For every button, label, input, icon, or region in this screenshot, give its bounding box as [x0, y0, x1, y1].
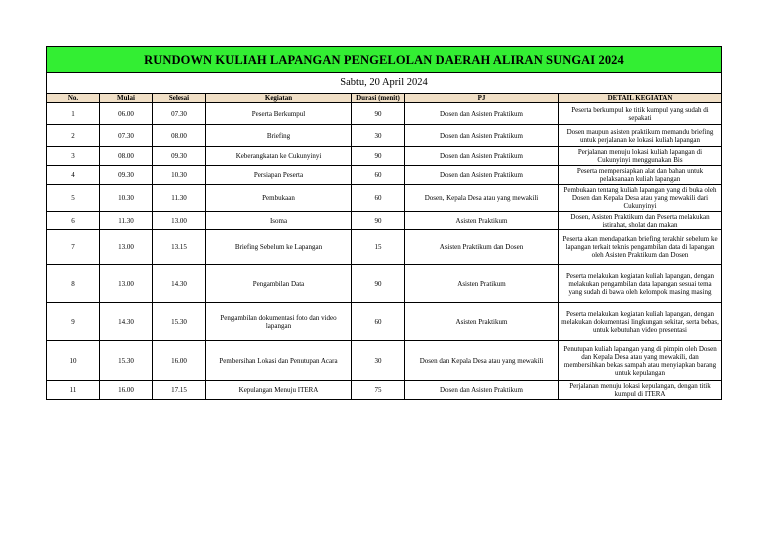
start-time: 10.30	[100, 185, 153, 212]
table-row	[47, 166, 722, 185]
person-in-charge: Asisten Praktikum	[405, 303, 559, 341]
header-kegiatan: Kegiatan	[206, 94, 352, 103]
start-time: 06.00	[100, 103, 153, 125]
activity-detail: Perjalanan menuju lokasi kepulangan, dengan titik kumpul di ITERA	[559, 381, 722, 400]
page-title: RUNDOWN KULIAH LAPANGAN PENGELOLAN DAERAH ALIRAN SUNGAI 2024	[47, 47, 722, 73]
activity: Briefing	[206, 125, 352, 147]
end-time: 13.15	[153, 230, 206, 265]
end-time: 15.30	[153, 303, 206, 341]
activity: Isoma	[206, 212, 352, 230]
start-time: 15.30	[100, 341, 153, 381]
activity-detail: Peserta akan mendapatkan briefing terakhir sebelum ke lapangan terkait teknis pengambilan data di lapangan oleh Asisten Praktikum dan Dosen	[559, 230, 722, 265]
duration: 90	[352, 147, 405, 166]
end-time: 07.30	[153, 103, 206, 125]
activity-detail: Penutupan kuliah lapangan yang di pimpin oleh Dosen dan Kepala Desa atau yang mewakili, dan membersihkan bekas sampah atau menyiapkan barang untuk kepulangan	[559, 341, 722, 381]
header-no: No.	[47, 94, 100, 103]
table-row	[47, 185, 722, 212]
start-time: 14.30	[100, 303, 153, 341]
person-in-charge: Dosen dan Kepala Desa atau yang mewakili	[405, 341, 559, 381]
row-number: 3	[47, 147, 100, 166]
end-time: 14.30	[153, 265, 206, 303]
activity: Keberangkatan ke Cukunyinyi	[206, 147, 352, 166]
activity-detail: Perjalanan menuju lokasi kuliah lapangan di Cukunyinyi menggunakan Bis	[559, 147, 722, 166]
header-detail: DETAIL KEGIATAN	[559, 94, 722, 103]
title-row	[47, 47, 722, 73]
start-time: 16.00	[100, 381, 153, 400]
activity-detail: Peserta mempersiapkan alat dan bahan untuk pelaksanaan kuliah lapangan	[559, 166, 722, 185]
table-row	[47, 147, 722, 166]
row-number: 7	[47, 230, 100, 265]
person-in-charge: Asisten Praktikum dan Dosen	[405, 230, 559, 265]
table-row	[47, 212, 722, 230]
table-row	[47, 230, 722, 265]
row-number: 1	[47, 103, 100, 125]
duration: 60	[352, 303, 405, 341]
rundown-sheet	[46, 46, 721, 400]
end-time: 08.00	[153, 125, 206, 147]
row-number: 9	[47, 303, 100, 341]
table-row	[47, 125, 722, 147]
rundown-table	[46, 46, 722, 400]
row-number: 8	[47, 265, 100, 303]
person-in-charge: Dosen dan Asisten Praktikum	[405, 103, 559, 125]
person-in-charge: Dosen dan Asisten Praktikum	[405, 147, 559, 166]
activity-detail: Dosen maupun asisten praktikum memandu briefing untuk perjalanan ke lokasi kuliah lapangan	[559, 125, 722, 147]
activity: Kepulangan Menuju ITERA	[206, 381, 352, 400]
person-in-charge: Dosen, Kepala Desa atau yang mewakili	[405, 185, 559, 212]
end-time: 11.30	[153, 185, 206, 212]
header-pj: PJ	[405, 94, 559, 103]
row-number: 11	[47, 381, 100, 400]
row-number: 6	[47, 212, 100, 230]
person-in-charge: Asisten Pratikum	[405, 265, 559, 303]
activity-detail: Peserta melakukan kegiatan kuliah lapangan, dengan melakukan pengambilan data lapangan sesuai tema yang sudah di bawa oleh kelompok masing masing	[559, 265, 722, 303]
duration: 30	[352, 341, 405, 381]
table-row	[47, 381, 722, 400]
start-time: 07.30	[100, 125, 153, 147]
row-number: 4	[47, 166, 100, 185]
row-number: 2	[47, 125, 100, 147]
activity: Peserta Berkumpul	[206, 103, 352, 125]
event-date: Sabtu, 20 April 2024	[47, 73, 722, 94]
end-time: 10.30	[153, 166, 206, 185]
end-time: 17.15	[153, 381, 206, 400]
duration: 60	[352, 185, 405, 212]
duration: 90	[352, 212, 405, 230]
duration: 15	[352, 230, 405, 265]
person-in-charge: Dosen dan Asisten Praktikum	[405, 166, 559, 185]
start-time: 13.00	[100, 230, 153, 265]
activity-detail: Peserta melakukan kegiatan kuliah lapangan, dengan melakukan dokumentasi lingkungan sekitar, serta bebas, untuk kebutuhan video presentasi	[559, 303, 722, 341]
duration: 75	[352, 381, 405, 400]
activity-detail: Dosen, Asisten Praktikum dan Peserta melakukan istirahat, sholat dan makan	[559, 212, 722, 230]
activity: Pembersihan Lokasi dan Penutupan Acara	[206, 341, 352, 381]
table-row	[47, 303, 722, 341]
duration: 90	[352, 265, 405, 303]
activity: Persiapan Peserta	[206, 166, 352, 185]
end-time: 13.00	[153, 212, 206, 230]
activity: Pengambilan Data	[206, 265, 352, 303]
activity: Briefing Sebelum ke Lapangan	[206, 230, 352, 265]
date-row	[47, 73, 722, 94]
person-in-charge: Dosen dan Asisten Praktikum	[405, 125, 559, 147]
duration: 90	[352, 103, 405, 125]
duration: 30	[352, 125, 405, 147]
start-time: 11.30	[100, 212, 153, 230]
activity-detail: Peserta berkumpul ke titik kumpul yang sudah di sepakati	[559, 103, 722, 125]
start-time: 08.00	[100, 147, 153, 166]
duration: 60	[352, 166, 405, 185]
person-in-charge: Asisten Praktikum	[405, 212, 559, 230]
row-number: 10	[47, 341, 100, 381]
activity-detail: Pembukaan tentang kuliah lapangan yang di buka oleh Dosen dan Kepala Desa atau yang mewakili dari Cukunyinyi	[559, 185, 722, 212]
header-mulai: Mulai	[100, 94, 153, 103]
header-durasi: Durasi (menit)	[352, 94, 405, 103]
start-time: 13.00	[100, 265, 153, 303]
header-row	[47, 94, 722, 103]
end-time: 16.00	[153, 341, 206, 381]
header-selesai: Selesai	[153, 94, 206, 103]
activity: Pengambilan dokumentasi foto dan video lapangan	[206, 303, 352, 341]
row-number: 5	[47, 185, 100, 212]
table-row	[47, 103, 722, 125]
person-in-charge: Dosen dan Asisten Praktikum	[405, 381, 559, 400]
table-row	[47, 341, 722, 381]
end-time: 09.30	[153, 147, 206, 166]
start-time: 09.30	[100, 166, 153, 185]
activity: Pembukaan	[206, 185, 352, 212]
table-row	[47, 265, 722, 303]
